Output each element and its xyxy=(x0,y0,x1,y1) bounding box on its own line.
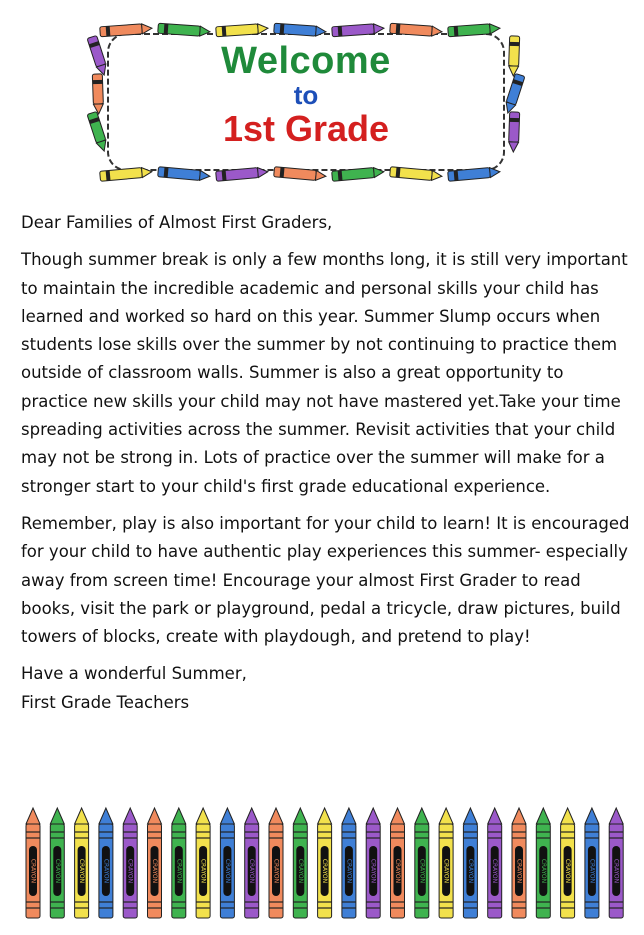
crayon-label: CRAYON xyxy=(491,858,499,884)
crayon-border xyxy=(22,806,626,922)
letter-closing: Have a wonderful Summer, xyxy=(21,664,247,684)
crayon-label: CRAYON xyxy=(369,858,377,884)
crayon-label: CRAYON xyxy=(126,858,134,884)
crayon-icon xyxy=(245,808,259,918)
welcome-banner xyxy=(86,20,526,184)
crayon-icon xyxy=(439,808,453,918)
crayon-icon xyxy=(488,808,502,918)
crayon-icon xyxy=(269,808,283,918)
crayon-label: CRAYON xyxy=(78,858,86,884)
crayon-label: CRAYON xyxy=(223,858,231,884)
frame-crayon-icon xyxy=(448,23,501,37)
crayon-icon xyxy=(463,808,477,918)
crayon-icon xyxy=(512,808,526,918)
crayon-label: CRAYON xyxy=(612,858,620,884)
banner-title-grade: 1st Grade xyxy=(222,108,390,149)
crayon-icon xyxy=(536,808,550,918)
crayon-icon xyxy=(342,808,356,918)
crayon-label: CRAYON xyxy=(321,858,329,884)
crayon-label: CRAYON xyxy=(272,858,280,884)
crayon-icon xyxy=(26,808,40,918)
crayon-icon xyxy=(391,808,405,918)
letter-paragraph-1: Though summer break is only a few months long, it is still very important to maintain the incredible academic and personal skills your child has learned and worked so hard on this year. Summer Slump occurs when students lose skills over the summer by not continuing to practice them outside of classroom walls. Summer is also a great opportunity to practice new skills your child may not have mastered yet.Take your time spreading activities across the summer. Revisit activities that your child may not be strong in. Lots of practice over the summer will make for a stronger start to your child's first grade educational experience. xyxy=(21,250,628,496)
crayon-label: CRAYON xyxy=(515,858,523,884)
crayon-label: CRAYON xyxy=(102,858,110,884)
crayon-label: CRAYON xyxy=(564,858,572,884)
crayon-icon xyxy=(318,808,332,918)
letter-body xyxy=(21,209,631,726)
banner-title-to: to xyxy=(293,80,319,110)
crayon-icon xyxy=(415,808,429,918)
crayon-label: CRAYON xyxy=(53,858,61,884)
crayon-icon xyxy=(366,808,380,918)
crayon-icon xyxy=(148,808,162,918)
crayon-icon xyxy=(609,808,623,918)
letter-greeting: Dear Families of Almost First Graders, xyxy=(21,213,333,232)
crayon-label: CRAYON xyxy=(442,858,450,884)
letter-signature: First Grade Teachers xyxy=(21,692,190,712)
crayon-label: CRAYON xyxy=(296,858,304,884)
crayon-label: CRAYON xyxy=(539,858,547,884)
banner-title-welcome: Welcome xyxy=(221,40,391,82)
crayon-icon xyxy=(561,808,575,918)
crayon-label: CRAYON xyxy=(29,858,37,884)
crayon-icon xyxy=(196,808,210,918)
crayon-label: CRAYON xyxy=(418,858,426,884)
crayon-icon xyxy=(123,808,137,918)
crayon-label: CRAYON xyxy=(394,858,401,884)
crayon-label: CRAYON xyxy=(175,858,183,884)
crayon-icon xyxy=(585,808,599,918)
frame-crayon-icon xyxy=(100,167,153,181)
crayon-label: CRAYON xyxy=(466,858,474,884)
crayon-label: CRAYON xyxy=(588,858,596,884)
crayon-icon xyxy=(172,808,186,918)
crayon-label: CRAYON xyxy=(151,858,158,884)
crayon-label: CRAYON xyxy=(248,858,256,884)
crayon-icon xyxy=(293,808,307,918)
letter-paragraph-2: Remember, play is also important for your child to learn! It is encouraged for your child to have authentic play experiences this summer- especially away from screen time! Encourage your almost First Grader to read books, visit the park or playground, pedal a tricycle, draw pictures, build towers of blocks, create with playdough, and pretend to play! xyxy=(21,513,630,647)
crayon-icon xyxy=(75,808,89,918)
crayon-icon xyxy=(220,808,234,918)
crayon-label: CRAYON xyxy=(199,858,207,884)
crayon-icon xyxy=(50,808,64,918)
crayon-label: CRAYON xyxy=(345,858,353,884)
crayon-icon xyxy=(99,808,113,918)
